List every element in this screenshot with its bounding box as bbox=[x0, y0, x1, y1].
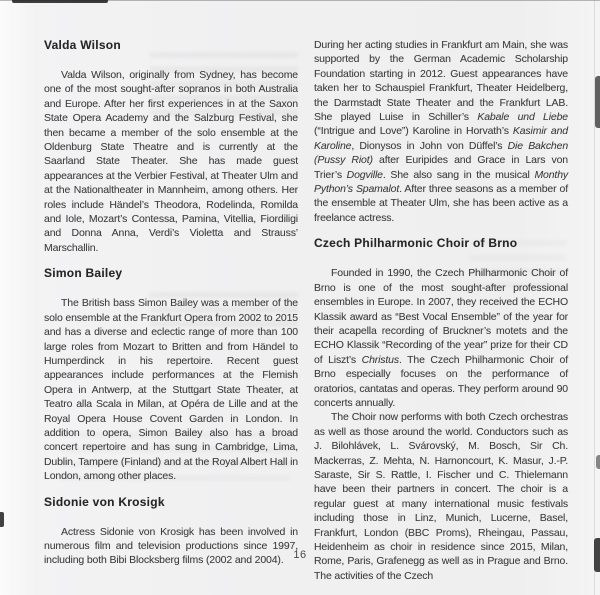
scan-edge-artifact-top-black bbox=[12, 0, 108, 3]
section-heading-czech-philharmonic-choir: Czech Philharmonic Choir of Brno bbox=[314, 236, 518, 251]
right-column bbox=[314, 38, 568, 583]
section-heading-sidonie-von-krosigk: Sidonie von Krosigk bbox=[44, 494, 165, 509]
left-column bbox=[44, 38, 298, 568]
bio-paragraph-simon-bailey: The British bass Simon Bailey was a member of the solo ensemble at the Frankfurt Opera from 2002 to 2015 and has a diverse and eclectic range of more than 100 large roles from Mozart to Britten and from Händel to Humperdinck in his repertoire. Recent guest appearances include performances at the Flemish Opera in Antwerp, at the Stuttgart State Theater, at Teatro alla Scala in Milan, at Opéra de Lille and at the Royal Opera House Covent Garden in London. In addition to opera, Simon Bailey also has a broad concert repertoire and has sung in Cambridge, Lima, Dublin, Tampere (Finland) and at the Royal Albert Hall in London, among other places. bbox=[44, 297, 298, 483]
scan-edge-artifact-right-2 bbox=[596, 455, 600, 469]
bio-paragraph-sidonie-von-krosigk: Actress Sidonie von Krosigk has been involved in numerous film and television productions since 1997, including both Bibi Blocksberg films (2002 and 2004). bbox=[44, 525, 298, 567]
bio-paragraph-valda-wilson: Valda Wilson, originally from Sydney, has become one of the most sought-after sopranos in both Australia and Europe. After her first experiences in at the Saxon State Opera Academy and the Salzburg Festival, she then became a member of the solo ensemble at the Oldenburg State Theatre and is currently at the Saarland State Theater. She has made guest appearances at the Verbier Festival, at Theater Ulm and at the Nationaltheater in Mannheim, among others. Her roles include Händel’s Theodora, Rodelinda, Romilda and Iole, Mozart’s Contessa, Pamina, Vitellia, Fiordiligi and Donna Anna, Verdi’s Violetta and Strauss’ Marschallin. bbox=[44, 69, 298, 254]
section-heading-simon-bailey: Simon Bailey bbox=[44, 266, 123, 281]
scan-edge-artifact-left bbox=[0, 512, 4, 527]
page-number: 16 bbox=[293, 549, 307, 561]
bio-paragraph-sidonie-continued: During her acting studies in Frankfurt am Main, she was supported by the German Academic Scholarship Foundation starting in 2012. Guest appearances have taken her to Schauspiel Frankfurt, Theater Heidelberg, the Darmstadt State Theater and the Frankfurt LAB. She played Luise in Schiller’s Kabale und Liebe (“Intrigue and Love”) Karoline in Horvath’s Kasimir and Karoline, Dionysos in John von Düffel’s Die Bakchen (Pussy Riot) after Euripides and Grace in Lars von Trier’s Dogville. She also sang in the musical Monthy Python’s Spamalot. After three seasons as a member of the ensemble at Theater Ulm, she has been active as a freelance actress. bbox=[314, 39, 569, 224]
bio-paragraph-choir-history: Founded in 1990, the Czech Philharmonic Choir of Brno is one of the most sought-after professional ensembles in Europe. In 2007, they received the ECHO Klassik award as “Best Vocal Ensemble” of the year for their acapella recording of Bruckner’s motets and the ECHO Klassik “Recording of the year” prize for their CD of Liszt’s Christus. The Czech Philharmonic Choir of Brno especially focuses on the performance of oratorios, cantatas and operas. They perform around 90 concerts annually. bbox=[314, 267, 568, 409]
scan-edge-artifact-right-1 bbox=[595, 76, 600, 128]
section-heading-valda-wilson: Valda Wilson bbox=[44, 38, 121, 52]
bio-paragraph-choir-conductors: The Choir now performs with both Czech orchestras as well as those around the world. Conductors such as J. Bilohlávek, L. Svárovský, M. Bosch, Sir Ch. Mackerras, Z. Mehta, N. Harnoncourt, K. Masur, J.-P. Saraste, Sir S. Rattle, I. Fischer und C. Thielemann have been their partners in concert. The choir is a regular guest at many international music festivals including those in Linz, Munich, Lucerne, Basel, Frankfurt, London (BBC Proms), Rheingau, Passau, Heidenheim as choir in residence since 2015, Milan, Rome, Paris, Grafenegg as well as in Prague and Brno. The activities of the Czech bbox=[314, 411, 568, 582]
